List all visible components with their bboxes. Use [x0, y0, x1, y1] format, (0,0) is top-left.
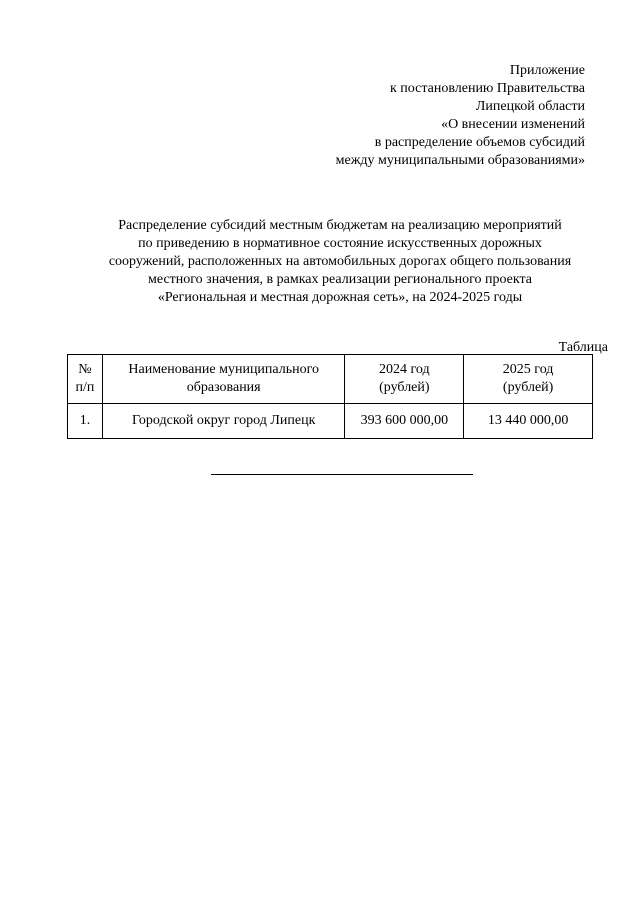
appendix-line: между муниципальными образованиями» — [335, 153, 585, 168]
header-municipality — [102, 355, 345, 404]
cell-2024-amount: 393 600 000,00 — [345, 404, 464, 439]
header-2025-line2: (рублей) — [502, 380, 554, 395]
document-title — [70, 217, 610, 307]
header-2024 — [345, 355, 464, 404]
header-2025 — [464, 355, 593, 404]
title-line: местного значения, в рамках реализации регионального проекта — [148, 272, 532, 287]
appendix-line: в распределение объемов субсидий — [374, 135, 585, 150]
title-line: «Региональная и местная дорожная сеть», на 2024-2025 годы — [157, 290, 523, 305]
title-line: сооружений, расположенных на автомобильных дорогах общего пользования — [108, 254, 572, 269]
header-number-line2: п/п — [75, 380, 95, 395]
table-header-row — [68, 355, 593, 404]
cell-number: 1. — [68, 404, 103, 439]
appendix-line: Липецкой области — [475, 99, 585, 114]
appendix-line: Приложение — [509, 63, 585, 78]
header-municipality-line2: образования — [186, 380, 261, 395]
cell-municipality: Городской округ город Липецк — [102, 404, 345, 439]
table-label: Таблица — [558, 340, 608, 355]
header-2024-line1: 2024 год — [379, 362, 430, 377]
appendix-line: к постановлению Правительства — [389, 81, 585, 96]
header-municipality-line1: Наименование муниципального — [128, 362, 320, 377]
appendix-header — [185, 62, 585, 170]
table-row — [68, 404, 593, 439]
subsidy-table — [67, 354, 593, 439]
header-number — [68, 355, 103, 404]
closing-divider — [211, 474, 473, 475]
header-2025-line1: 2025 год — [502, 362, 554, 377]
cell-2025-amount: 13 440 000,00 — [464, 404, 593, 439]
header-number-line1: № — [78, 362, 92, 377]
appendix-line: «О внесении изменений — [441, 117, 585, 132]
header-2024-line2: (рублей) — [379, 380, 430, 395]
title-line: по приведению в нормативное состояние искусственных дорожных — [138, 236, 542, 251]
title-line: Распределение субсидий местным бюджетам на реализацию мероприятий — [118, 218, 562, 233]
